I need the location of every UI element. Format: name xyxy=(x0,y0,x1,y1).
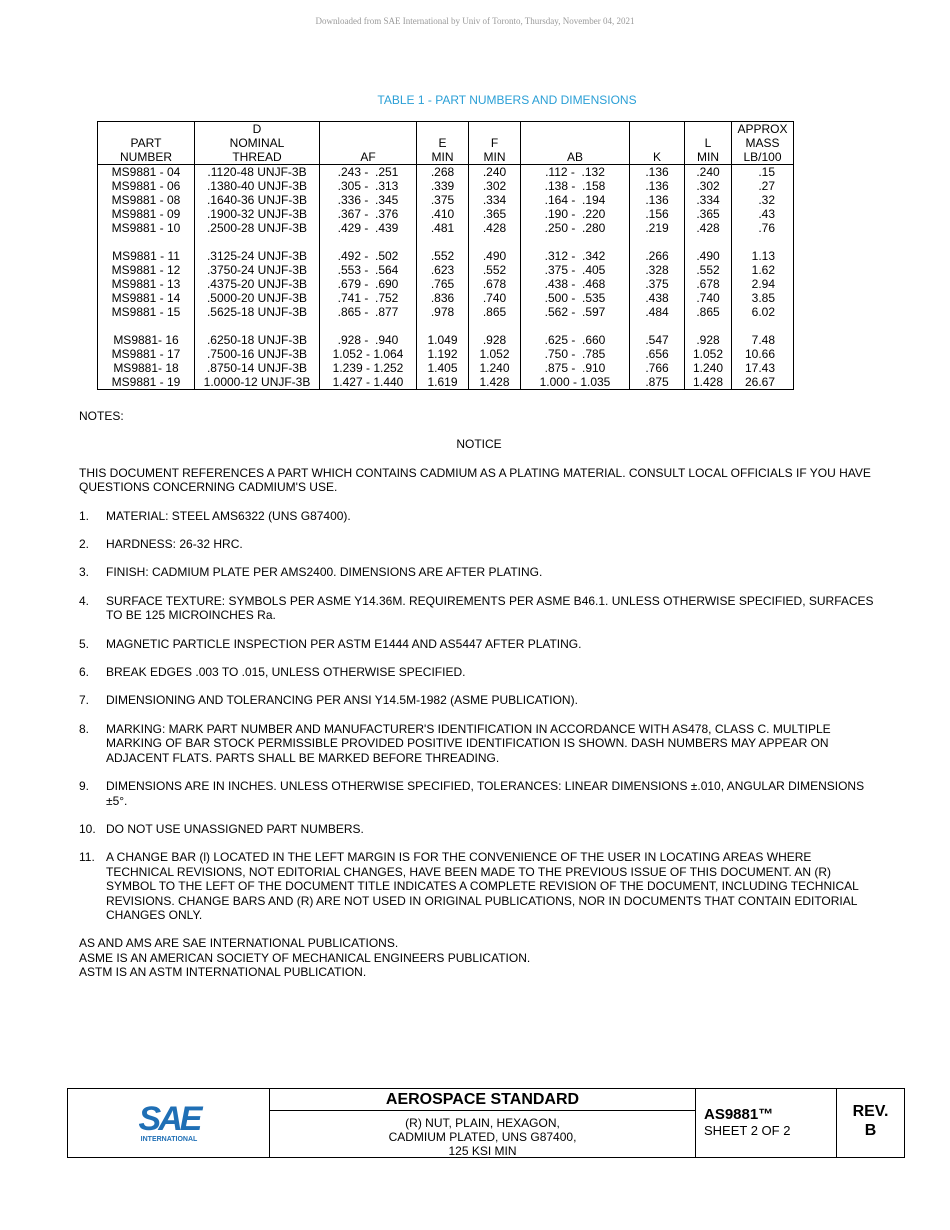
note-text: MARKING: MARK PART NUMBER AND MANUFACTURER'S IDENTIFICATION IN ACCORDANCE WITH AS478, CLASS C. MULTIPLE MARKING OF BAR STOCK PERMISSIBLE PROVIDED POSITIVE IDENTIFICATION IS SHOWN. DASH NUMBERS MAY APPEAR ON ADJACENT FLATS. PARTS SHALL BE MARKED BEFORE THREADING. xyxy=(106,721,831,765)
note-item xyxy=(79,537,879,551)
table-body xyxy=(98,165,794,390)
cell-f-min: .490 xyxy=(469,235,521,263)
cell-k: .328 xyxy=(630,263,685,277)
cell-k: .438 xyxy=(630,291,685,305)
note-item xyxy=(79,722,879,765)
cell-k: .136 xyxy=(630,193,685,207)
note-text: DO NOT USE UNASSIGNED PART NUMBERS. xyxy=(106,821,364,836)
note-number: 3. xyxy=(79,565,90,580)
note-text: MAGNETIC PARTICLE INSPECTION PER ASTM E1444 AND AS5447 AFTER PLATING. xyxy=(106,636,582,651)
table-header-row xyxy=(98,122,794,165)
standard-type: AEROSPACE STANDARD xyxy=(270,1089,695,1111)
note-text: DIMENSIONING AND TOLERANCING PER ANSI Y14.5M-1982 (ASME PUBLICATION). xyxy=(106,693,578,708)
cell-approx-mass: 6.02 xyxy=(732,305,794,319)
note-number: 1. xyxy=(79,508,90,523)
cell-thread: .3125-24 UNJF-3B xyxy=(195,235,320,263)
cell-k: .136 xyxy=(630,179,685,193)
cell-approx-mass: .15 xyxy=(732,165,794,180)
cell-thread: .3750-24 UNJF-3B xyxy=(195,263,320,277)
header-af: AF xyxy=(320,122,417,165)
cell-part-number: MS9881 - 12 xyxy=(98,263,195,277)
cell-thread: .1380-40 UNJF-3B xyxy=(195,179,320,193)
cell-l-min: 1.428 xyxy=(685,375,732,390)
cell-f-min: .928 xyxy=(469,319,521,347)
sae-logo xyxy=(68,1089,270,1157)
cell-k: .656 xyxy=(630,347,685,361)
cell-part-number: MS9881 - 13 xyxy=(98,277,195,291)
revision-block xyxy=(837,1089,904,1157)
table-row xyxy=(98,291,794,305)
header-ab: AB xyxy=(521,122,630,165)
cell-l-min: .302 xyxy=(685,179,732,193)
cell-ab: .112 - .132 xyxy=(521,165,630,180)
cell-af: .553 - .564 xyxy=(320,263,417,277)
note-number: 5. xyxy=(79,636,90,651)
header-e-min: E MIN xyxy=(417,122,469,165)
note-number: 4. xyxy=(79,593,90,608)
cell-l-min: 1.052 xyxy=(685,347,732,361)
publication-line: ASME IS AN AMERICAN SOCIETY OF MECHANICAL ENGINEERS PUBLICATION. xyxy=(79,950,531,965)
cell-thread: .7500-16 UNJF-3B xyxy=(195,347,320,361)
table-row xyxy=(98,207,794,221)
cell-approx-mass: 7.48 xyxy=(732,319,794,347)
cell-part-number: MS9881 - 09 xyxy=(98,207,195,221)
cell-f-min: 1.052 xyxy=(469,347,521,361)
note-number: 7. xyxy=(79,693,90,708)
document-title-line: CADMIUM PLATED, UNS G87400, xyxy=(388,1130,577,1144)
document-title-line: 125 KSI MIN xyxy=(448,1144,517,1158)
cell-approx-mass: 26.67 xyxy=(732,375,794,390)
cell-approx-mass: .32 xyxy=(732,193,794,207)
note-item xyxy=(79,637,879,651)
cell-af: .367 - .376 xyxy=(320,207,417,221)
cell-k: .375 xyxy=(630,277,685,291)
cell-approx-mass: .43 xyxy=(732,207,794,221)
cell-af: .741 - .752 xyxy=(320,291,417,305)
note-item xyxy=(79,779,879,808)
cell-k: .156 xyxy=(630,207,685,221)
cell-thread: .1640-36 UNJF-3B xyxy=(195,193,320,207)
note-number: 6. xyxy=(79,665,90,680)
cell-f-min: 1.240 xyxy=(469,361,521,375)
note-item xyxy=(79,594,879,623)
table-row xyxy=(98,375,794,390)
cell-part-number: MS9881 - 06 xyxy=(98,179,195,193)
header-approx-mass: APPROX MASS LB/100 xyxy=(732,122,794,165)
dimensions-table xyxy=(97,121,794,390)
title-block-center xyxy=(270,1089,696,1157)
cell-f-min: .334 xyxy=(469,193,521,207)
cell-approx-mass: 1.13 xyxy=(732,235,794,263)
notes-list xyxy=(79,509,879,923)
cell-f-min: .678 xyxy=(469,277,521,291)
cell-l-min: .334 xyxy=(685,193,732,207)
note-text: BREAK EDGES .003 TO .015, UNLESS OTHERWISE SPECIFIED. xyxy=(106,665,466,680)
table-row xyxy=(98,221,794,235)
notes-section xyxy=(79,409,879,980)
cell-part-number: MS9881- 18 xyxy=(98,361,195,375)
cell-thread: 1.0000-12 UNJF-3B xyxy=(195,375,320,390)
cell-l-min: .865 xyxy=(685,305,732,319)
cell-ab: .250 - .280 xyxy=(521,221,630,235)
revision-value: B xyxy=(864,1122,877,1139)
table-row xyxy=(98,361,794,375)
sae-logo-subtext: INTERNATIONAL xyxy=(140,1136,197,1143)
cell-approx-mass: 17.43 xyxy=(732,361,794,375)
note-item xyxy=(79,565,879,579)
table-row xyxy=(98,193,794,207)
cell-f-min: .865 xyxy=(469,305,521,319)
note-item xyxy=(79,665,879,679)
title-block xyxy=(67,1088,905,1158)
note-text: MATERIAL: STEEL AMS6322 (UNS G87400). xyxy=(106,508,351,523)
table-row xyxy=(98,263,794,277)
table-row xyxy=(98,305,794,319)
cell-k: .547 xyxy=(630,319,685,347)
note-number: 8. xyxy=(79,721,90,736)
cell-part-number: MS9881 - 14 xyxy=(98,291,195,305)
cell-ab: .875 - .910 xyxy=(521,361,630,375)
cell-approx-mass: 3.85 xyxy=(732,291,794,305)
cell-thread: .1120-48 UNJF-3B xyxy=(195,165,320,180)
table-row xyxy=(98,165,794,180)
header-f-min: F MIN xyxy=(469,122,521,165)
table-row xyxy=(98,319,794,347)
cell-af: .243 - .251 xyxy=(320,165,417,180)
table-row xyxy=(98,277,794,291)
cell-ab: .190 - .220 xyxy=(521,207,630,221)
cell-e-min: .978 xyxy=(417,305,469,319)
note-number: 2. xyxy=(79,537,90,552)
cell-af: 1.052 - 1.064 xyxy=(320,347,417,361)
cell-ab: .375 - .405 xyxy=(521,263,630,277)
cell-e-min: .765 xyxy=(417,277,469,291)
cell-ab: .438 - .468 xyxy=(521,277,630,291)
note-text: FINISH: CADMIUM PLATE PER AMS2400. DIMENSIONS ARE AFTER PLATING. xyxy=(106,565,543,580)
cell-f-min: .240 xyxy=(469,165,521,180)
cell-e-min: 1.619 xyxy=(417,375,469,390)
cell-thread: .6250-18 UNJF-3B xyxy=(195,319,320,347)
cell-e-min: 1.405 xyxy=(417,361,469,375)
revision-label: REV. xyxy=(852,1103,889,1120)
cell-af: 1.427 - 1.440 xyxy=(320,375,417,390)
cell-e-min: .268 xyxy=(417,165,469,180)
header-thread: D NOMINAL THREAD xyxy=(195,122,320,165)
note-item xyxy=(79,850,879,922)
sae-logo-icon xyxy=(134,1101,204,1145)
header-l-min: L MIN xyxy=(685,122,732,165)
cell-e-min: .552 xyxy=(417,235,469,263)
document-number-block xyxy=(696,1089,837,1157)
cell-ab: .562 - .597 xyxy=(521,305,630,319)
cell-e-min: .623 xyxy=(417,263,469,277)
cell-af: .928 - .940 xyxy=(320,319,417,347)
cell-part-number: MS9881 - 19 xyxy=(98,375,195,390)
cell-ab: .750 - .785 xyxy=(521,347,630,361)
cell-ab: .500 - .535 xyxy=(521,291,630,305)
cell-af: .305 - .313 xyxy=(320,179,417,193)
cell-thread: .4375-20 UNJF-3B xyxy=(195,277,320,291)
cell-f-min: .428 xyxy=(469,221,521,235)
cell-thread: .8750-14 UNJF-3B xyxy=(195,361,320,375)
notice-text: THIS DOCUMENT REFERENCES A PART WHICH CONTAINS CADMIUM AS A PLATING MATERIAL. CONSULT LOCAL OFFICIALS IF YOU HAVE QUESTIONS CONCERNING CADMIUM'S USE. xyxy=(79,465,871,495)
header-part-number: PART NUMBER xyxy=(98,122,195,165)
cell-thread: .2500-28 UNJF-3B xyxy=(195,221,320,235)
document-title-line: (R) NUT, PLAIN, HEXAGON, xyxy=(405,1116,560,1130)
note-text: SURFACE TEXTURE: SYMBOLS PER ASME Y14.36M. REQUIREMENTS PER ASME B46.1. UNLESS OTHERWISE SPECIFIED, SURFACES TO BE 125 MICROINCHES Ra. xyxy=(106,593,874,623)
cell-e-min: .410 xyxy=(417,207,469,221)
cell-af: .679 - .690 xyxy=(320,277,417,291)
cell-l-min: .428 xyxy=(685,221,732,235)
cell-k: .266 xyxy=(630,235,685,263)
cell-f-min: 1.428 xyxy=(469,375,521,390)
table-row xyxy=(98,347,794,361)
cell-k: .219 xyxy=(630,221,685,235)
cell-k: .766 xyxy=(630,361,685,375)
note-number: 10. xyxy=(79,821,96,836)
note-number: 9. xyxy=(79,779,90,794)
publication-line: AS AND AMS ARE SAE INTERNATIONAL PUBLICATIONS. xyxy=(79,936,399,951)
cell-e-min: .481 xyxy=(417,221,469,235)
cell-ab: .625 - .660 xyxy=(521,319,630,347)
cell-ab: .138 - .158 xyxy=(521,179,630,193)
cell-e-min: 1.192 xyxy=(417,347,469,361)
cell-af: .336 - .345 xyxy=(320,193,417,207)
cell-part-number: MS9881 - 10 xyxy=(98,221,195,235)
table-row xyxy=(98,235,794,263)
cell-af: .865 - .877 xyxy=(320,305,417,319)
cell-k: .136 xyxy=(630,165,685,180)
cell-af: .429 - .439 xyxy=(320,221,417,235)
cell-ab: .312 - .342 xyxy=(521,235,630,263)
cell-part-number: MS9881 - 04 xyxy=(98,165,195,180)
cell-part-number: MS9881 - 08 xyxy=(98,193,195,207)
note-text: DIMENSIONS ARE IN INCHES. UNLESS OTHERWISE SPECIFIED, TOLERANCES: LINEAR DIMENSIONS ±.010, ANGULAR DIMENSIONS ±5°. xyxy=(106,779,865,808)
cell-l-min: .928 xyxy=(685,319,732,347)
table-title: TABLE 1 - PART NUMBERS AND DIMENSIONS xyxy=(377,93,637,107)
cell-af: 1.239 - 1.252 xyxy=(320,361,417,375)
cell-l-min: .740 xyxy=(685,291,732,305)
cell-e-min: .339 xyxy=(417,179,469,193)
publications-list xyxy=(79,936,879,979)
download-notice: Downloaded from SAE International by Univ of Toronto, Thursday, November 04, 2021 xyxy=(315,16,635,26)
cell-ab: 1.000 - 1.035 xyxy=(521,375,630,390)
cell-thread: .5000-20 UNJF-3B xyxy=(195,291,320,305)
note-text: HARDNESS: 26-32 HRC. xyxy=(106,537,243,552)
cell-l-min: .552 xyxy=(685,263,732,277)
cell-e-min: 1.049 xyxy=(417,319,469,347)
note-item xyxy=(79,822,879,836)
notice-title: NOTICE xyxy=(456,437,502,452)
cell-f-min: .365 xyxy=(469,207,521,221)
cell-thread: .5625-18 UNJF-3B xyxy=(195,305,320,319)
document-title xyxy=(270,1111,695,1158)
table-row xyxy=(98,179,794,193)
publication-line: ASTM IS AN ASTM INTERNATIONAL PUBLICATION. xyxy=(79,965,367,980)
document-number: AS9881™ xyxy=(704,1106,774,1123)
note-number: 11. xyxy=(79,850,95,865)
note-text: A CHANGE BAR (l) LOCATED IN THE LEFT MARGIN IS FOR THE CONVENIENCE OF THE USER IN LOCATING AREAS WHERE TECHNICAL REVISIONS, NOT EDITORIAL CHANGES, HAVE BEEN MADE TO THE PREVIOUS ISSUE OF THIS DOCUMENT. AN (R) SYMBOL TO THE LEFT OF THE DOCUMENT TITLE INDICATES A COMPLETE REVISION OF THE DOCUMENT, INCLUDING TECHNICAL REVISIONS. CHANGE BARS AND (R) ARE NOT USED IN ORIGINAL PUBLICATIONS, NOR IN DOCUMENTS THAT CONTAIN EDITORIAL CHANGES ONLY. xyxy=(106,850,859,922)
cell-f-min: .552 xyxy=(469,263,521,277)
cell-thread: .1900-32 UNJF-3B xyxy=(195,207,320,221)
cell-part-number: MS9881- 16 xyxy=(98,319,195,347)
note-item xyxy=(79,509,879,523)
cell-approx-mass: .27 xyxy=(732,179,794,193)
cell-part-number: MS9881 - 15 xyxy=(98,305,195,319)
cell-f-min: .740 xyxy=(469,291,521,305)
cell-k: .875 xyxy=(630,375,685,390)
cell-l-min: .365 xyxy=(685,207,732,221)
cell-e-min: .836 xyxy=(417,291,469,305)
cell-part-number: MS9881 - 17 xyxy=(98,347,195,361)
notes-heading: NOTES: xyxy=(79,409,124,423)
cell-k: .484 xyxy=(630,305,685,319)
cell-approx-mass: 2.94 xyxy=(732,277,794,291)
cell-ab: .164 - .194 xyxy=(521,193,630,207)
header-k: K xyxy=(630,122,685,165)
cell-l-min: .678 xyxy=(685,277,732,291)
cell-approx-mass: 1.62 xyxy=(732,263,794,277)
cell-l-min: 1.240 xyxy=(685,361,732,375)
cell-approx-mass: .76 xyxy=(732,221,794,235)
cell-f-min: .302 xyxy=(469,179,521,193)
cell-e-min: .375 xyxy=(417,193,469,207)
cell-l-min: .240 xyxy=(685,165,732,180)
cell-l-min: .490 xyxy=(685,235,732,263)
cell-approx-mass: 10.66 xyxy=(732,347,794,361)
sheet-number: SHEET 2 OF 2 xyxy=(704,1123,791,1138)
cell-af: .492 - .502 xyxy=(320,235,417,263)
cell-part-number: MS9881 - 11 xyxy=(98,235,195,263)
sae-logo-wordmark: SAE xyxy=(138,1101,199,1138)
note-item xyxy=(79,693,879,707)
